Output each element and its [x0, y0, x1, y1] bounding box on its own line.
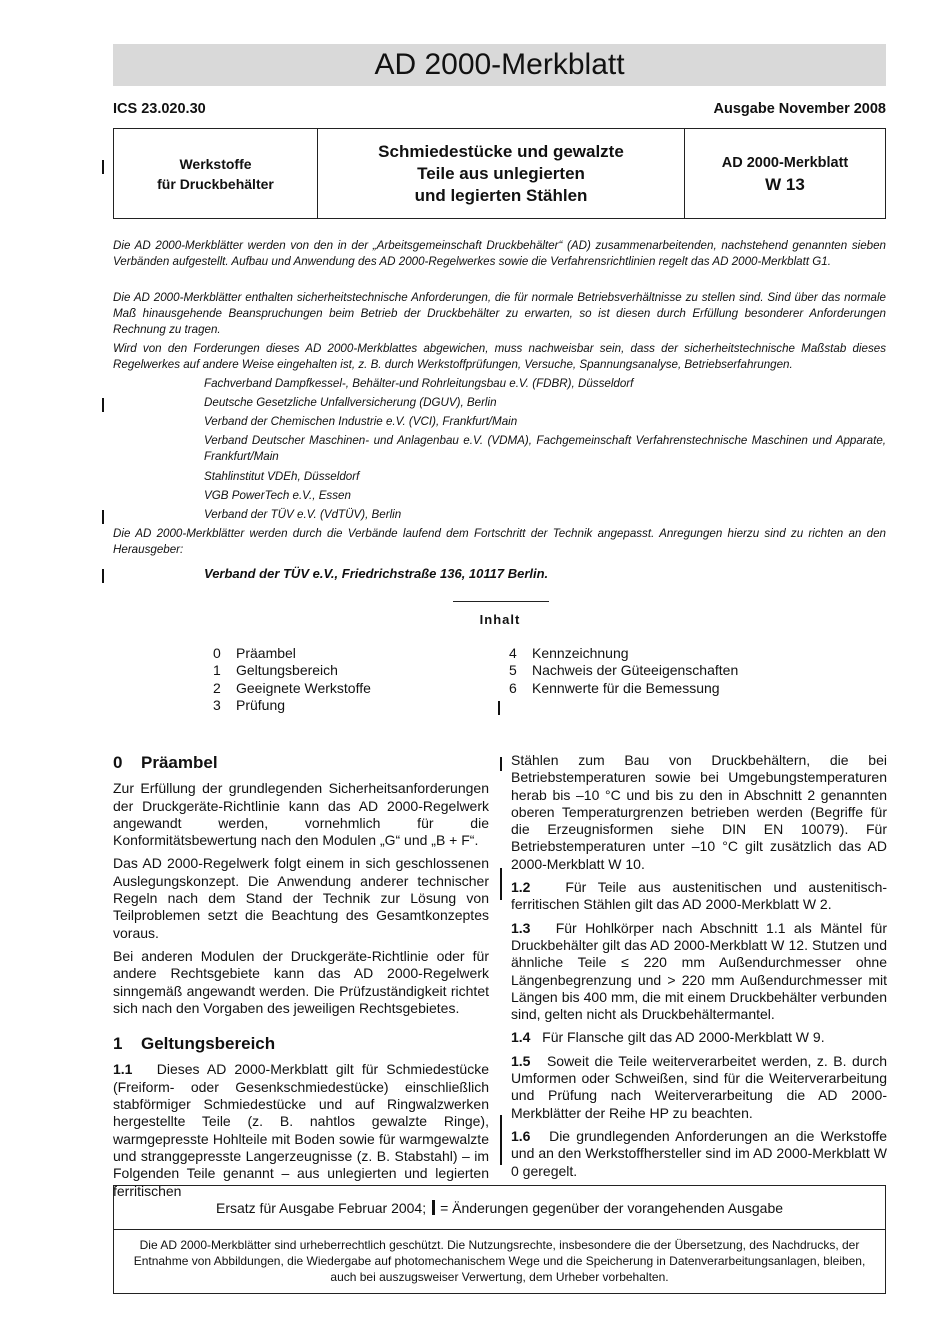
- sheet-label: AD 2000-Merkblatt: [721, 154, 849, 171]
- section-title: Präambel: [141, 753, 218, 772]
- body-paragraph: Bei anderen Modulen der Druckgeräte-Richtlinie oder für andere Rechtsgebiete kann das AD 2000-Regelwerk sinngemäß angewandt werden. Die Prüfzuständigkeit richtet sich nach den Vorgaben des jeweiligen Rechtsgebietes.: [113, 947, 489, 1016]
- header-table: [113, 128, 886, 219]
- body-paragraph: [511, 1029, 887, 1046]
- toc-title: Inhalt: [479, 612, 521, 627]
- subsection-number: 1.2: [511, 879, 531, 896]
- body-column-left: [113, 754, 489, 1206]
- subsection-number: 1.1: [113, 1061, 133, 1078]
- subject-line: und legierten Stählen: [414, 185, 588, 205]
- toc-item: [509, 680, 720, 697]
- subsection-number: 1.5: [511, 1052, 531, 1069]
- subsection-number: 1.4: [511, 1029, 531, 1046]
- association-item: Verband der TÜV e.V. (VdTÜV), Berlin: [204, 508, 402, 521]
- subsection-text: Für Teile aus austenitischen und austenitisch-ferritischen Stählen gilt das AD 2000-Merkblatt W 2.: [511, 879, 888, 913]
- body-paragraph: [511, 1128, 887, 1180]
- footer-replacement-note: [114, 1186, 885, 1230]
- body-paragraph: [511, 879, 887, 914]
- section-title: Geltungsbereich: [141, 1034, 276, 1054]
- body-column-right: [511, 752, 887, 1186]
- subsection-text: Für Flansche gilt das AD 2000-Merkblatt W 9.: [542, 1029, 825, 1046]
- body-paragraph: [113, 1061, 489, 1199]
- toc-item-number: 1: [213, 662, 221, 678]
- section-heading: [113, 754, 489, 771]
- association-item: Stahlinstitut VDEh, Düsseldorf: [204, 470, 360, 483]
- association-item: VGB PowerTech e.V., Essen: [204, 489, 351, 502]
- section-number: 1: [113, 1034, 123, 1054]
- body-paragraph: Das AD 2000-Regelwerk folgt einem in sich geschlossenen Auslegungskonzept. Die Anwendung anderer technischer Regeln nach dem Stand der Technik zur Lösung von Teilproblemen setzt die Beachtung des Gesamtkonzeptes voraus.: [113, 855, 489, 941]
- edition-date: Ausgabe November 2008: [713, 101, 886, 117]
- section-number: 0: [113, 753, 123, 772]
- toc-item-number: 0: [213, 645, 221, 661]
- intro-paragraph: Die AD 2000-Merkblätter werden durch die Verbände laufend dem Fortschritt der Technik angepasst. Anregungen hierzu sind zu richten an den Herausgeber:: [113, 527, 886, 556]
- toc-item: [213, 645, 296, 662]
- change-marker: [102, 160, 104, 174]
- toc-item-label: Nachweis der Güteeigenschaften: [532, 662, 739, 678]
- subsection-number: 1.3: [511, 919, 531, 936]
- publisher-address: Verband der TÜV e.V., Friedrichstraße 136, 10117 Berlin.: [204, 566, 549, 581]
- changes-note: = Änderungen gegenüber der vorangehenden Ausgabe: [440, 1199, 784, 1216]
- change-marker-legend: [432, 1200, 435, 1215]
- toc-item-number: 4: [509, 645, 517, 661]
- subject-line: Teile aus unlegierten: [417, 163, 585, 183]
- subject-cell: [318, 129, 685, 218]
- toc-item-label: Prüfung: [236, 697, 286, 713]
- association-item: Deutsche Gesetzliche Unfallversicherung (DGUV), Berlin: [204, 396, 497, 409]
- change-marker: [498, 701, 500, 715]
- association-item: Verband der Chemischen Industrie e.V. (VCI), Frankfurt/Main: [204, 415, 518, 428]
- change-marker: [102, 569, 104, 583]
- toc-item: [213, 680, 371, 697]
- association-item: Fachverband Dampfkessel-, Behälter-und Rohrleitungsbau e.V. (FDBR), Düsseldorf: [204, 377, 634, 390]
- intro-paragraph: Wird von den Forderungen dieses AD 2000-Merkblattes abgewichen, muss nachweisbar sein, dass der sicherheitstechnische Maßstab dieses Regelwerkes auf andere Weise eingehalten ist, z. B. durch Werkstoffprüfungen, Versuche, Spannungsanalyse, Betriebserfahrungen.: [113, 342, 886, 371]
- toc-item: [213, 662, 338, 679]
- toc-item-number: 5: [509, 662, 517, 678]
- ics-code: ICS 23.020.30: [113, 101, 206, 117]
- toc-divider: [453, 601, 549, 602]
- footer-box: [113, 1185, 886, 1294]
- body-paragraph: Stählen zum Bau von Druckbehältern, die bei Betriebstemperaturen sowie bei Umgebungstemperaturen herab bis –10 °C und bis zu den in Abschnitt 2 genannten oberen Temperaturgrenzen betrieben werden (Begriffe für die Erzeugnisformen siehe DIN EN 10079). Für Betriebstemperaturen unter –10 °C gilt zusätzlich das AD 2000-Merkblatt W 10.: [511, 752, 887, 872]
- change-marker: [500, 1115, 502, 1165]
- change-marker: [500, 868, 502, 900]
- association-item: Verband Deutscher Maschinen- und Anlagenbau e.V. (VDMA), Fachgemeinschaft Verfahrenstechnische Maschinen und Apparate, Frankfurt/Main: [204, 434, 886, 463]
- subject-line: Schmiedestücke und gewalzte: [378, 141, 624, 161]
- subsection-text: Dieses AD 2000-Merkblatt gilt für Schmiedestücke (Freiform- oder Gesenkschmiedestücke) einschließlich stabförmiger Schmiedestücke und auf Ringwalzwerken hergestellte Teile (z. B. nahtlos gewalzte Ringe), warmgepresste Hohlteile mit Boden sowie für warmgewalzte und stranggepresste Langerzeugnisse (z. B. Stabstahl) – im Folgenden Teile genannt – aus unlegierten und legierten ferritischen: [113, 1061, 490, 1199]
- subsection-text: Für Hohlkörper nach Abschnitt 1.1 als Mäntel für Druckbehälter gilt das AD 2000-Merkblatt W 12. Stutzen und ähnliche Teile ≤ 220 mm Außendurchmesser ohne Längenbegrenzung und > 220 mm Außendurchmesser mit Längen bis 400 mm, die mit einem Druckbehälter verbunden sind, gelten nicht als Druckbehältermantel.: [511, 919, 887, 1023]
- change-marker: [102, 398, 104, 412]
- toc-item: [213, 697, 285, 714]
- subsection-text: Die grundlegenden Anforderungen an die Werkstoffe und an den Werkstoffhersteller sind im AD 2000-Merkblatt W 0 geregelt.: [511, 1127, 888, 1179]
- sheet-cell: [685, 129, 885, 218]
- category-line: Werkstoffe: [179, 155, 252, 172]
- category-cell: [114, 129, 318, 218]
- toc-item-number: 6: [509, 680, 517, 696]
- toc-item-label: Geeignete Werkstoffe: [236, 680, 371, 696]
- toc-item-label: Kennzeichnung: [532, 645, 629, 661]
- intro-paragraph: Die AD 2000-Merkblätter werden von den in der „Arbeitsgemeinschaft Druckbehälter“ (AD) zusammenarbeitenden, nachstehend genannten sieben Verbänden aufgestellt. Aufbau und Anwendung des AD 2000-Regelwerkes sowie die Verfahrensrichtlinien regelt das AD 2000-Merkblatt G1.: [113, 239, 886, 268]
- replaces-text: Ersatz für Ausgabe Februar 2004;: [215, 1199, 427, 1216]
- category-line: für Druckbehälter: [157, 175, 274, 192]
- toc-item: [509, 662, 738, 679]
- section-heading: [113, 1035, 489, 1052]
- toc-item-label: Kennwerte für die Bemessung: [532, 680, 720, 696]
- intro-paragraph: Die AD 2000-Merkblätter enthalten sicherheitstechnische Anforderungen, die für normale Betriebsverhältnisse zu stellen sind. Sind über das normale Maß hinausgehende Beanspruchungen beim Betrieb der Druckbehälter zu erwarten, so ist diesen durch Erfüllung besonderer Anforderungen Rechnung zu tragen.: [113, 291, 886, 336]
- toc-item-label: Geltungsbereich: [236, 662, 338, 678]
- body-paragraph: Zur Erfüllung der grundlegenden Sicherheitsanforderungen der Druckgeräte-Richtlinie kann das AD 2000-Regelwerk angewandt werden, vornehmlich für die Konformitätsbewertung nach den Modulen „G“ und „B + F“.: [113, 780, 489, 849]
- body-paragraph: [511, 1053, 887, 1122]
- change-marker: [500, 757, 502, 771]
- document-title-bar: [113, 44, 886, 86]
- copyright-notice: Die AD 2000-Merkblätter sind urheberrechtlich geschützt. Die Nutzungsrechte, insbesondere die der Übersetzung, des Nachdrucks, der Entnahme von Abbildungen, die Wiedergabe auf photomechanischem Wege und die Speicherung in Datenverarbeitungsanlagen, bleiben, auch bei auszugsweiser Verwertung, dem Urheber vorbehalten.: [133, 1238, 866, 1284]
- body-paragraph: [511, 920, 887, 1024]
- change-marker: [102, 510, 104, 524]
- subsection-text: Soweit die Teile weiterverarbeitet werden, z. B. durch Umformen oder Schweißen, sind für die Weiterverarbeitung und Prüfung nach Weiterverarbeitung die AD 2000-Merkblätter der Reihe HP zu beachten.: [511, 1052, 888, 1121]
- subsection-number: 1.6: [511, 1127, 531, 1144]
- document-title: AD 2000-Merkblatt: [374, 48, 625, 81]
- sheet-id: W 13: [765, 174, 805, 194]
- toc-item-number: 2: [213, 680, 221, 696]
- toc-item-label: Präambel: [236, 645, 296, 661]
- toc-item-number: 3: [213, 697, 221, 713]
- toc-item: [509, 645, 629, 662]
